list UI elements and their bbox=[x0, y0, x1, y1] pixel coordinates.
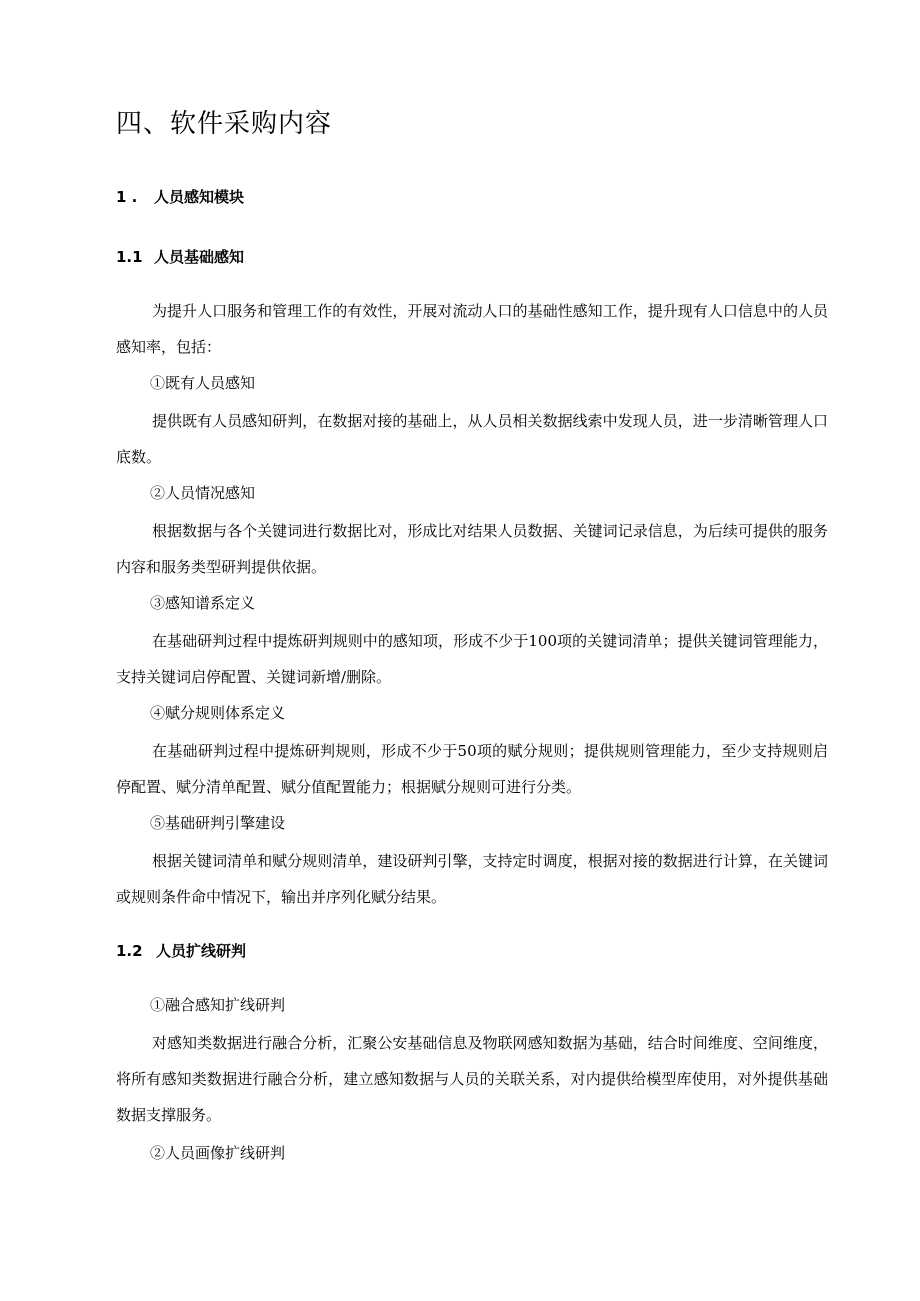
section-title: 人员基础感知 bbox=[154, 248, 245, 266]
section-title: 人员扩线研判 bbox=[156, 942, 247, 960]
list-item-text: 在基础研判过程中提炼研判规则，形成不少于50项的赋分规则；提供规则管理能力，至少支持规则启停配置、赋分清单配置、赋分值配置能力；根据赋分规则可进行分类。 bbox=[116, 742, 828, 796]
list-item-text: 在基础研判过程中提炼研判规则中的感知项，形成不少于100项的关键词清单；提供关键词管理能力，支持关键词启停配置、关键词新增/删除。 bbox=[116, 632, 828, 686]
section-1-2-heading bbox=[116, 940, 246, 962]
list-item-text: 提供既有人员感知研判，在数据对接的基础上，从人员相关数据线索中发现人员，进一步清晰管理人口底数。 bbox=[116, 412, 828, 466]
list-item-label: ①融合感知扩线研判 bbox=[150, 996, 286, 1014]
section-1-1-heading bbox=[116, 246, 244, 268]
list-item-label: ③感知谱系定义 bbox=[150, 594, 256, 612]
list-item-text: 根据关键词清单和赋分规则清单，建设研判引擎，支持定时调度，根据对接的数据进行计算，在关键词或规则条件命中情况下，输出并序列化赋分结果。 bbox=[116, 852, 828, 906]
list-item-text: 根据数据与各个关键词进行数据比对，形成比对结果人员数据、关键词记录信息，为后续可提供的服务内容和服务类型研判提供依据。 bbox=[116, 522, 828, 576]
section-title: 人员感知模块 bbox=[154, 188, 245, 206]
list-item-label: ⑤基础研判引擎建设 bbox=[150, 814, 286, 832]
list-item-label: ①既有人员感知 bbox=[150, 374, 256, 392]
section-number: 1.2 bbox=[116, 942, 143, 960]
intro-paragraph: 为提升人口服务和管理工作的有效性，开展对流动人口的基础性感知工作，提升现有人口信息中的人员感知率，包括： bbox=[116, 302, 828, 356]
page-heading: 四、软件采购内容 bbox=[116, 109, 333, 139]
section-1-heading bbox=[116, 186, 244, 208]
section-number: 1 . bbox=[116, 188, 138, 206]
section-number: 1.1 bbox=[116, 248, 143, 266]
list-item-text: 对感知类数据进行融合分析，汇聚公安基础信息及物联网感知数据为基础，结合时间维度、空间维度，将所有感知类数据进行融合分析，建立感知数据与人员的关联关系，对内提供给模型库使用，对外提供基础数据支撑服务。 bbox=[116, 1034, 828, 1124]
list-item-label: ②人员情况感知 bbox=[150, 484, 256, 502]
list-item-label: ④赋分规则体系定义 bbox=[150, 704, 286, 722]
list-item-label: ②人员画像扩线研判 bbox=[150, 1144, 286, 1162]
